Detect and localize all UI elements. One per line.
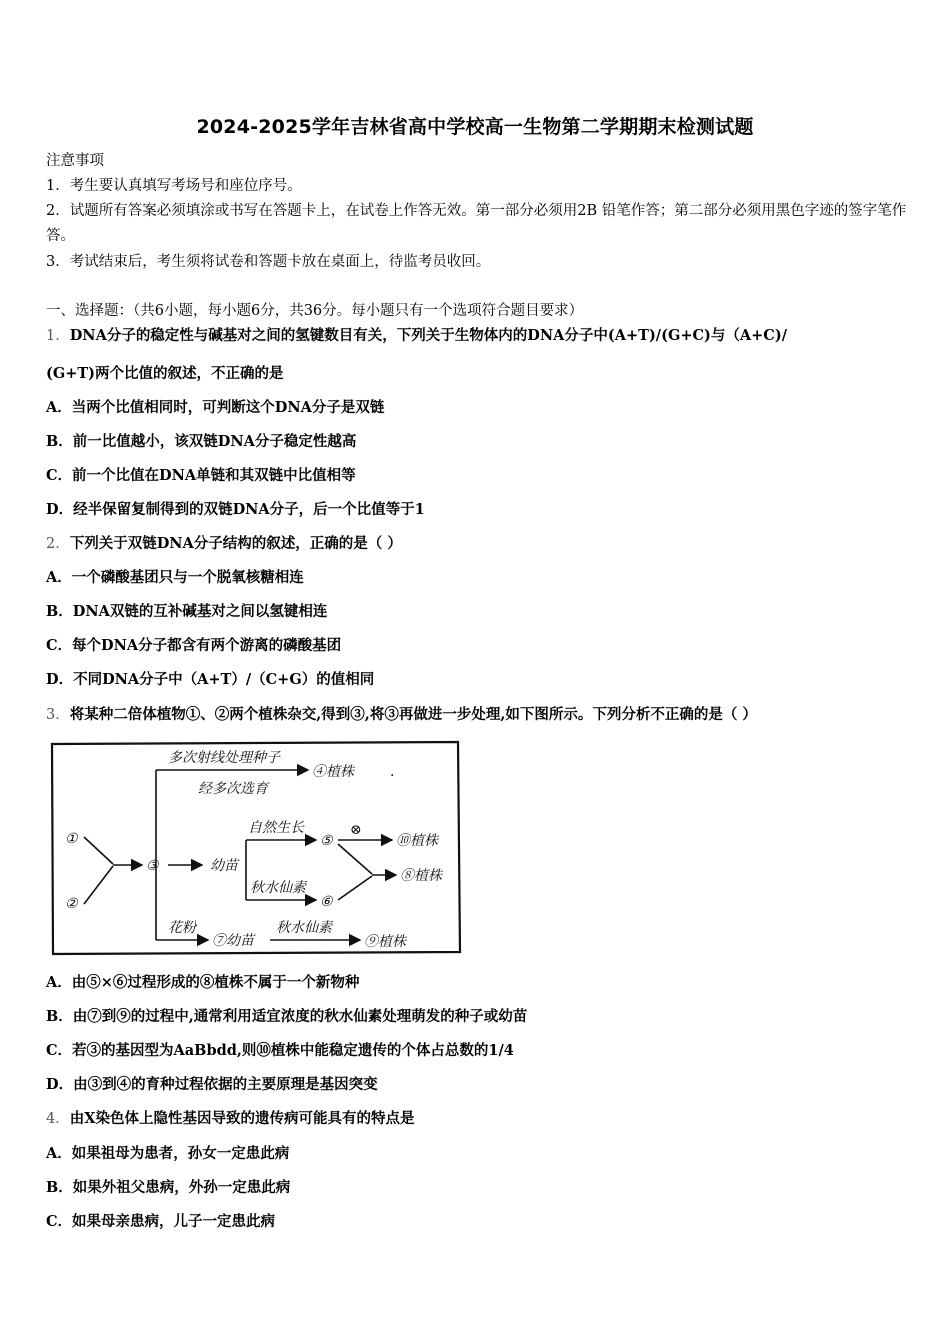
node-seedling: 幼苗 [210, 858, 238, 874]
question-3-stem [46, 705, 908, 725]
breeding-diagram-svg [50, 740, 462, 956]
breeding-diagram [50, 740, 462, 956]
node-parent-2: ② [65, 896, 78, 912]
question-2-stem [46, 534, 908, 554]
question-4-stem [46, 1109, 908, 1129]
stray-dot: . [390, 764, 395, 780]
node-parent-1: ① [65, 831, 78, 847]
node-3: ③ [146, 858, 159, 874]
cross-line-2 [84, 866, 113, 904]
q1-option-a: A．当两个比值相同时，可判断这个DNA分子是双链 [46, 399, 385, 416]
cross-line-1 [84, 837, 113, 864]
question-stem: 将某种二倍体植物①、②两个植株杂交,得到③,将③再做进一步处理,如下图所示。下列分析不正确的是（ ） [69, 706, 757, 723]
question-stem: 下列关于双链DNA分子结构的叙述，正确的是（ ） [69, 535, 402, 552]
q3-option-c: C．若③的基因型为AaBbdd,则⑩植株中能稳定遗传的个体占总数的1/4 [46, 1042, 514, 1059]
q3-option-b: B．由⑦到⑨的过程中,通常利用适宜浓度的秋水仙素处理萌发的种子或幼苗 [46, 1008, 528, 1025]
question-number: 4． [46, 1111, 70, 1127]
question-1-stem-line1 [46, 326, 908, 346]
q3-option-a: A．由⑤×⑥过程形成的⑧植株不属于一个新物种 [46, 974, 360, 991]
node-5: ⑤ [320, 833, 333, 849]
node-plant-8: ⑧植株 [400, 868, 442, 884]
question-number: 1． [46, 328, 70, 344]
q4-option-a: A．如果祖母为患者，孙女一定患此病 [46, 1145, 290, 1162]
label-colchicine: 秋水仙素 [250, 880, 306, 896]
question-number: 2． [46, 536, 70, 552]
node-plant-9: ⑨植株 [364, 934, 406, 950]
notice-item-2: 2．试题所有答案必须填涂或书写在答题卡上，在试卷上作答无效。第一部分必须用2B 铅笔作答；第二部分必须用黑色字迹的签字笔作答。 [46, 203, 907, 244]
q1-option-b: B．前一比值越小，该双链DNA分子稳定性越高 [46, 433, 357, 450]
question-stem: DNA分子的稳定性与碱基对之间的氢键数目有关，下列关于生物体内的DNA分子中(A+T)/(G+C)与（A+C)/ [69, 327, 787, 344]
label-selection: 经多次选育 [198, 781, 268, 797]
q2-option-b: B．DNA双链的互补碱基对之间以氢键相连 [46, 603, 328, 620]
label-natural-growth: 自然生长 [248, 820, 304, 836]
node-plant-10: ⑩植株 [396, 833, 438, 849]
q2-option-d: D．不同DNA分子中（A+T）/（C+G）的值相同 [46, 671, 375, 688]
notice-heading: 注意事项 [46, 153, 104, 169]
q4-option-c: C．如果母亲患病，儿子一定患此病 [46, 1213, 276, 1230]
question-stem: 由X染色体上隐性基因导致的遗传病可能具有的特点是 [69, 1110, 415, 1127]
label-pollen: 花粉 [168, 920, 196, 936]
hybrid-line-2 [338, 876, 372, 900]
notice-item-3: 3．考试结束后，考生须将试卷和答题卡放在桌面上，待监考员收回。 [46, 254, 491, 270]
hybrid-line-1 [338, 844, 372, 874]
node-6: ⑥ [320, 894, 333, 910]
q2-option-a: A．一个磷酸基团只与一个脱氧核糖相连 [46, 569, 304, 586]
q1-option-d: D．经半保留复制得到的双链DNA分子，后一个比值等于1 [46, 501, 425, 518]
label-radiation: 多次射线处理种子 [168, 750, 280, 766]
section-heading: 一、选择题：（共6小题，每小题6分，共36分。每小题只有一个选项符合题目要求） [46, 303, 584, 319]
q2-option-c: C．每个DNA分子都含有两个游离的磷酸基团 [46, 637, 342, 654]
self-symbol: ⊗ [350, 822, 362, 838]
page-title: 2024-2025学年吉林省高中学校高一生物第二学期期末检测试题 [196, 116, 754, 138]
question-number: 3． [46, 707, 70, 723]
notice-item-1: 1．考生要认真填写考场号和座位序号。 [46, 178, 302, 194]
q3-option-d: D．由③到④的育种过程依据的主要原理是基因突变 [46, 1076, 378, 1093]
question-1-stem-line2: (G+T)两个比值的叙述，不正确的是 [46, 365, 284, 382]
q4-option-b: B．如果外祖父患病，外孙一定患此病 [46, 1179, 291, 1196]
label-colchicine-2: 秋水仙素 [276, 920, 332, 936]
q1-option-c: C．前一个比值在DNA单链和其双链中比值相等 [46, 467, 356, 484]
node-seedling-7: ⑦幼苗 [212, 933, 254, 949]
node-plant-4: ④植株 [312, 764, 354, 780]
